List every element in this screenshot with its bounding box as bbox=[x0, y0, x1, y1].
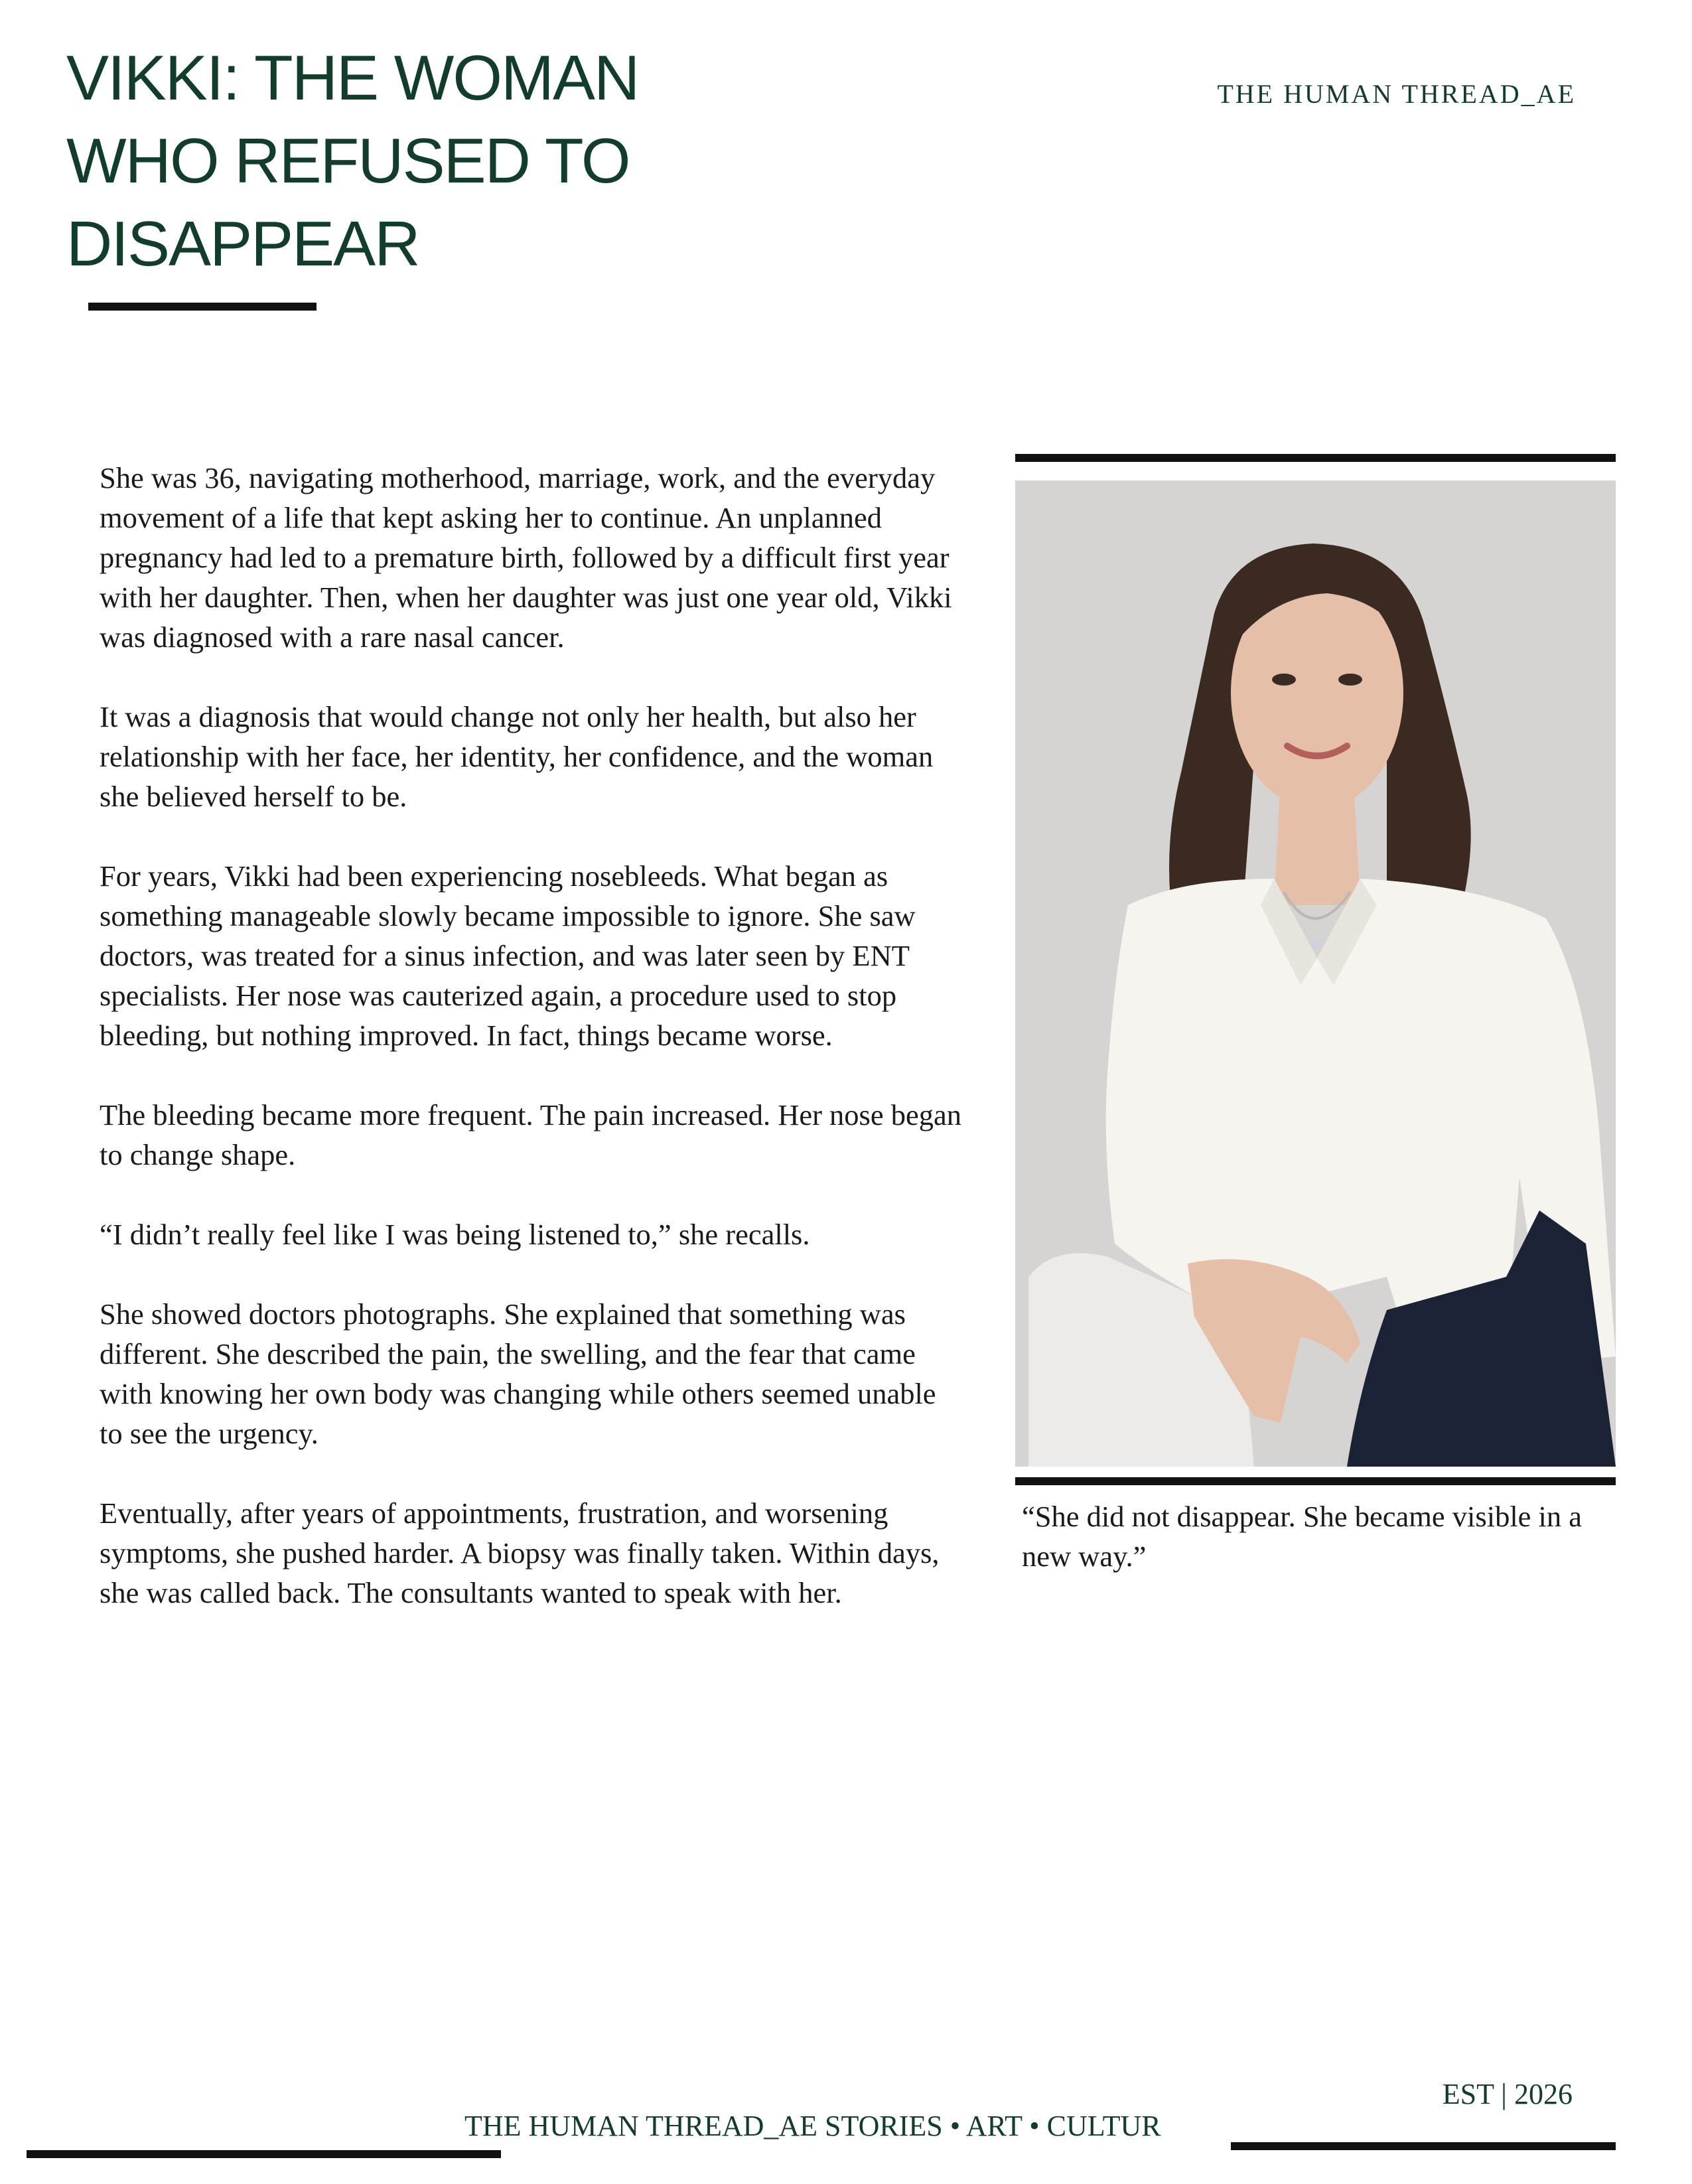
masthead: THE HUMAN THREAD_AE bbox=[1217, 79, 1576, 109]
article-paragraph: “I didn’t really feel like I was being listened to,” she recalls. bbox=[100, 1218, 810, 1251]
eye-shape bbox=[1272, 674, 1296, 686]
photo-bottom-rule bbox=[1015, 1477, 1616, 1485]
photo-top-rule bbox=[1015, 454, 1616, 462]
footer-rule-right bbox=[1231, 2142, 1616, 2150]
article-paragraph: She showed doctors photographs. She explained that something was different. She described the pain, the swelling, and the fear that came with knowing her own body was changing while others seemed unable to see the urgency. bbox=[100, 1297, 936, 1450]
established-date: EST | 2026 bbox=[1442, 2078, 1573, 2110]
article-paragraph: Eventually, after years of appointments, frustration, and worsening symptoms, she pushed harder. A biopsy was finally taken. Within days, she was called back. The consultants wanted to speak with her. bbox=[100, 1496, 940, 1609]
footer-tagline: THE HUMAN THREAD_AE STORIES • ART • CULTUR bbox=[464, 2110, 1161, 2142]
article-title: VIKKI: THE WOMAN WHO REFUSED TO DISAPPEAR bbox=[66, 42, 639, 279]
portrait-photo bbox=[1015, 480, 1616, 1467]
footer-rule-left bbox=[27, 2150, 501, 2158]
portrait-illustration bbox=[1015, 480, 1616, 1467]
article-paragraph: For years, Vikki had been experiencing nosebleeds. What began as something manageable slowly became impossible to ignore. She saw doctors, was treated for a sinus infection, and was later seen by ENT specialists. Her nose was cauterized again, a procedure used to stop bleeding, but nothing improved. In fact, things became worse. bbox=[100, 859, 916, 1052]
eye-shape bbox=[1338, 674, 1362, 686]
article-paragraph: She was 36, navigating motherhood, marriage, work, and the everyday movement of a life that kept asking her to continue. An unplanned pregnancy had led to a premature birth, followed by a difficult first year with her daughter. Then, when her daughter was just one year old, Vikki was diagnosed with a rare nasal cancer. bbox=[100, 461, 952, 654]
title-underline bbox=[88, 303, 317, 311]
article-body bbox=[100, 458, 962, 1652]
article-paragraph: It was a diagnosis that would change not only her health, but also her relationship with her face, her identity, her confidence, and the woman she believed herself to be. bbox=[100, 700, 934, 813]
article-paragraph: The bleeding became more frequent. The pain increased. Her nose began to change shape. bbox=[100, 1098, 961, 1171]
photo-caption: “She did not disappear. She became visible in a new way.” bbox=[1022, 1500, 1583, 1573]
necklace-pendant-shape bbox=[1312, 940, 1322, 950]
